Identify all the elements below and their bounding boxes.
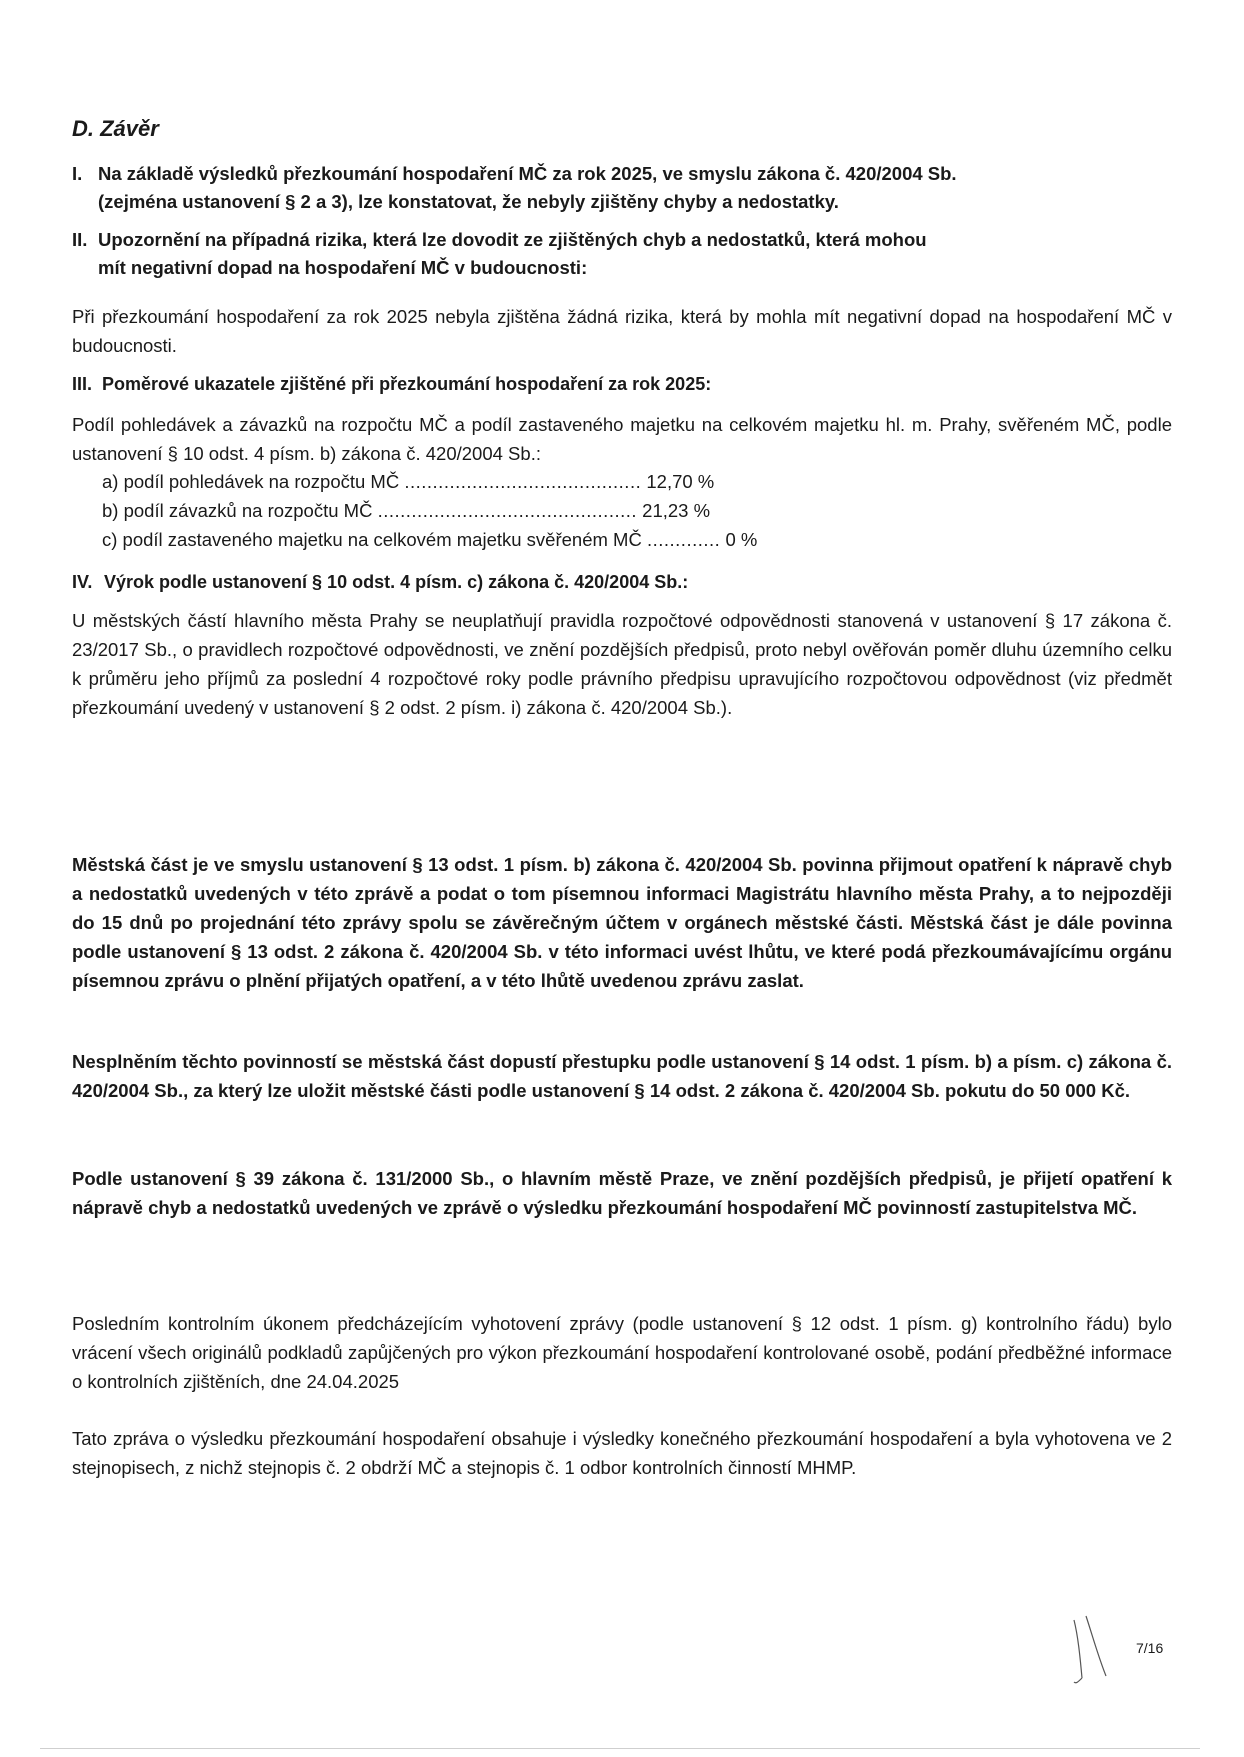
item-2-line-2: mít negativní dopad na hospodaření MČ v budoucnosti: — [98, 257, 588, 278]
ratio-value: 12,70 % — [646, 471, 715, 492]
bold-paragraph-offence: Nesplněním těchto povinností se městská část dopustí přestupku podle ustanovení § 14 odst. 1 písm. b) a písm. c) zákona č. 420/2004 Sb., za který lze uložit městské části podle ustanovení § 14 odst. 2 zákona č. 420/2004 Sb. pokutu do 50 000 Kč. — [72, 1051, 1172, 1101]
ratio-dots: .......................................... — [404, 471, 642, 492]
initials-signature — [1068, 1612, 1114, 1690]
item-4-number: IV. — [72, 572, 93, 592]
item-4-title: Výrok podle ustanovení § 10 odst. 4 písm. c) zákona č. 420/2004 Sb.: — [104, 572, 689, 592]
item-4 — [72, 568, 1172, 596]
item-1 — [72, 160, 1172, 216]
bottom-scan-edge — [40, 1748, 1200, 1749]
item-2-number: II. — [72, 229, 88, 250]
ratio-row — [102, 468, 922, 496]
paragraph-last-control: Posledním kontrolním úkonem předcházejícím vyhotovení zprávy (podle ustanovení § 12 odst. 1 písm. g) kontrolního řádu) bylo vrácení všech originálů podkladů zapůjčených pro výkon přezkoumání hospodaření kontrolované osobě, podání předběžné informace o kontrolních zjištěních, dne 24.04.2025 — [72, 1313, 1172, 1392]
section-heading: D. Závěr — [72, 116, 159, 141]
ratio-label: b) podíl závazků na rozpočtu MČ — [102, 500, 373, 521]
item-1-line-2: (zejména ustanovení § 2 a 3), lze konstatovat, že nebyly zjištěny chyby a nedostatky. — [98, 191, 839, 212]
item-2-text: Při přezkoumání hospodaření za rok 2025 nebyla zjištěna žádná rizika, která by mohla mít negativní dopad na hospodaření MČ v budoucnosti. — [72, 306, 1172, 356]
item-2 — [72, 226, 1172, 282]
ratio-value: 0 % — [725, 529, 758, 550]
item-3 — [72, 370, 1172, 398]
ratio-row — [102, 497, 922, 525]
item-3-intro: Podíl pohledávek a závazků na rozpočtu MČ a podíl zastaveného majetku na celkovém majetku hl. m. Prahy, svěřeném MČ, podle ustanovení § 10 odst. 4 písm. b) zákona č. 420/2004 Sb.: — [72, 414, 1172, 464]
bold-paragraph-assembly: Podle ustanovení § 39 zákona č. 131/2000 Sb., o hlavním městě Praze, ve znění pozdějších předpisů, je přijetí opatření k nápravě chyb a nedostatků uvedených ve zprávě o výsledku přezkoumání hospodaření MČ povinností zastupitelstva MČ. — [72, 1168, 1172, 1218]
ratio-dots: .............................................. — [377, 500, 638, 521]
bold-paragraph-remedy: Městská část je ve smyslu ustanovení § 13 odst. 1 písm. b) zákona č. 420/2004 Sb. povinna přijmout opatření k nápravě chyb a nedostatků uvedených v této zprávě a podat o tom písemnou informaci Magistrátu hlavního města Prahy, a to nejpozději do 15 dnů po projednání této zprávy spolu se závěrečným účtem v orgánech městské části. Městská část je dále povinna podle ustanovení § 13 odst. 2 zákona č. 420/2004 Sb. v této informaci uvést lhůtu, ve které podá přezkoumávajícímu orgánu písemnou zprávu o plnění přijatých opatření, a v této lhůtě uvedenou zprávu zaslat. — [72, 854, 1172, 991]
item-3-title: Poměrové ukazatele zjištěné při přezkoumání hospodaření za rok 2025: — [102, 374, 712, 394]
page-number: 7/16 — [1136, 1640, 1164, 1656]
ratio-dots: ............. — [646, 529, 721, 550]
ratio-label: c) podíl zastaveného majetku na celkovém majetku svěřeném MČ — [102, 529, 642, 550]
item-1-line-1: Na základě výsledků přezkoumání hospodaření MČ za rok 2025, ve smyslu zákona č. 420/2004 Sb. — [98, 163, 957, 184]
item-4-text: U městských částí hlavního města Prahy se neuplatňují pravidla rozpočtové odpovědnosti stanovená v ustanovení § 17 zákona č. 23/2017 Sb., o pravidlech rozpočtové odpovědnosti, ve znění pozdějších předpisů, proto nebyl ověřován poměr dluhu územního celku k průměru jeho příjmů za poslední 4 rozpočtové roky podle právního předpisu upravujícího rozpočtovou odpovědnost (viz předmět přezkoumání uvedený v ustanovení § 2 odst. 2 písm. i) zákona č. 420/2004 Sb.). — [72, 610, 1172, 718]
item-2-line-1: Upozornění na případná rizika, která lze dovodit ze zjištěných chyb a nedostatků, která mohou — [98, 229, 927, 250]
item-3-number: III. — [72, 374, 93, 394]
paragraph-copies: Tato zpráva o výsledku přezkoumání hospodaření obsahuje i výsledky konečného přezkoumání hospodaření a byla vyhotovena ve 2 stejnopisech, z nichž stejnopis č. 2 obdrží MČ a stejnopis č. 1 odbor kontrolních činností MHMP. — [72, 1428, 1172, 1478]
item-1-number: I. — [72, 163, 83, 184]
ratio-row — [102, 526, 922, 554]
ratio-value: 21,23 % — [642, 500, 711, 521]
ratio-label: a) podíl pohledávek na rozpočtu MČ — [102, 471, 400, 492]
